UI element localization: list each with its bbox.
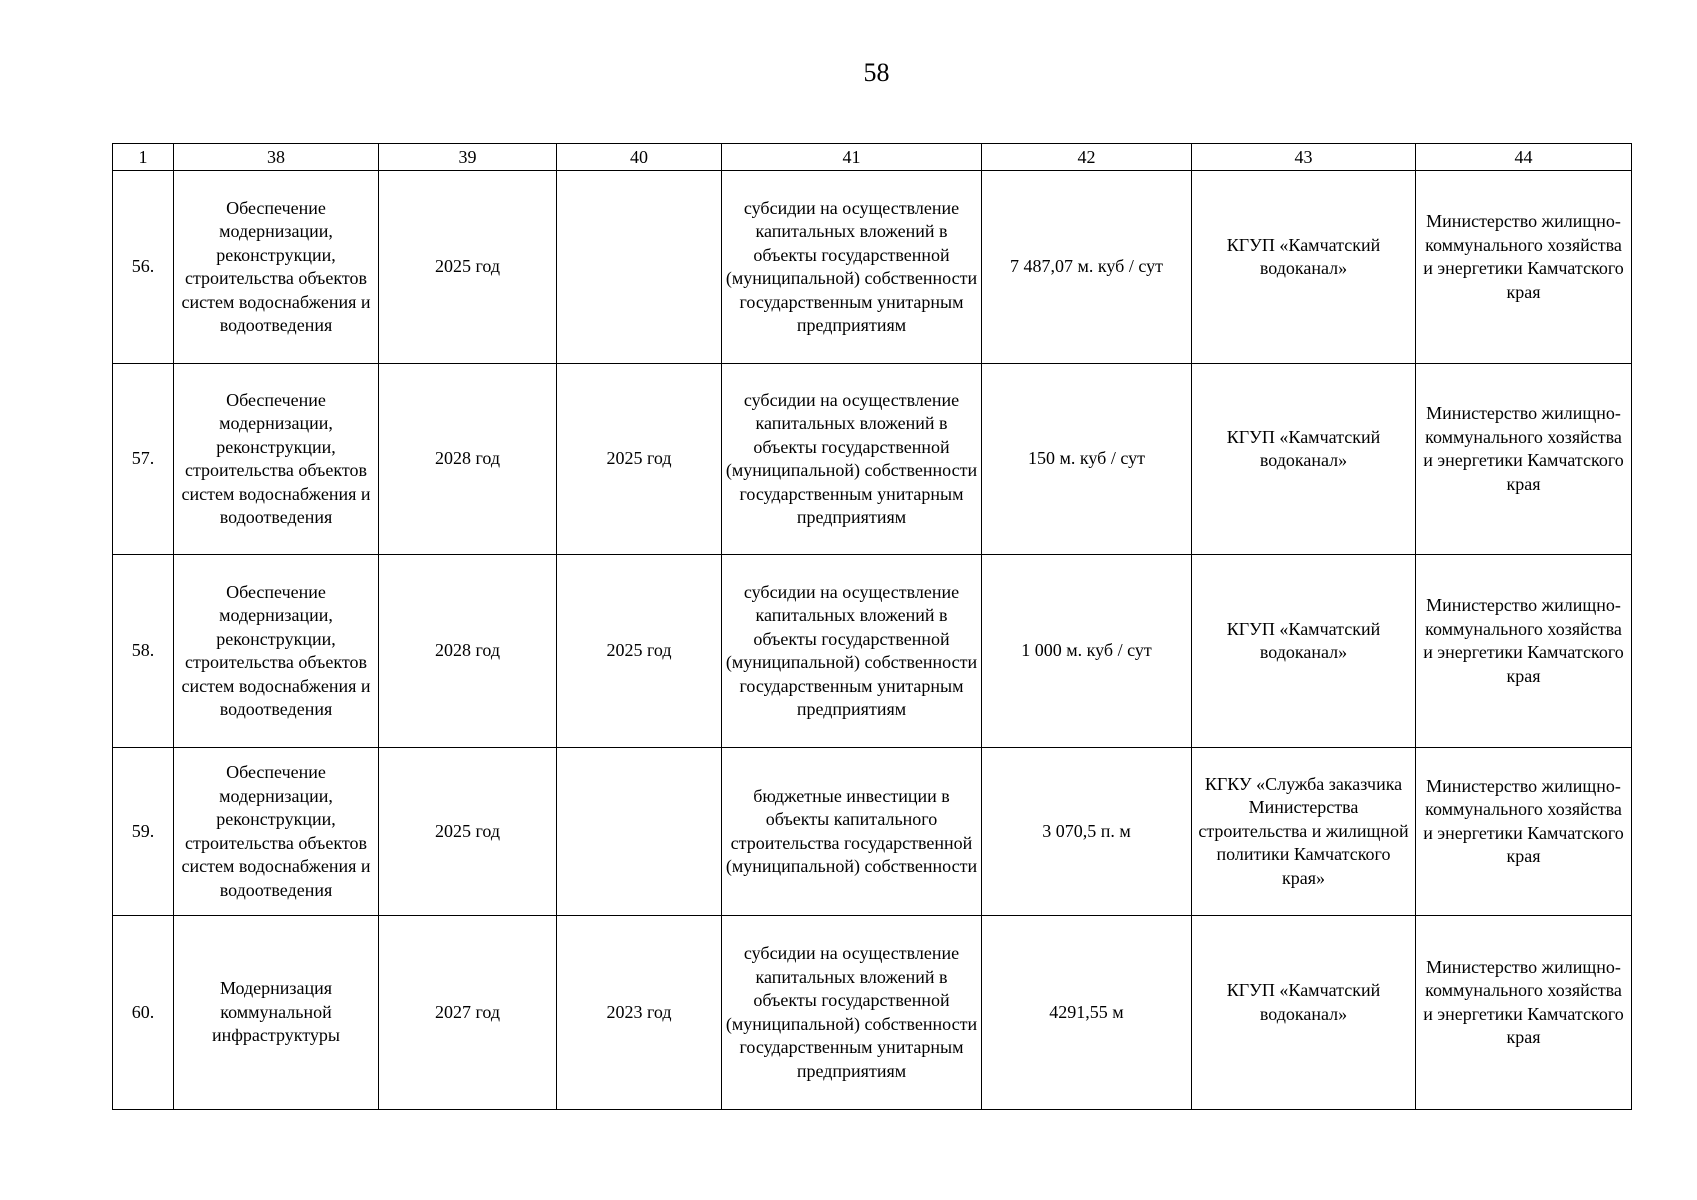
executor-text: КГУП «Камчатский водоканал» (1226, 234, 1381, 278)
ministry-text: Министерство жилищно-коммунального хозяйства и энергетики Камчатского края (1423, 956, 1624, 1047)
ministry-cell (1416, 364, 1632, 555)
object-name-cell: Модернизация коммунальной инфраструктуры (174, 916, 379, 1110)
object-name-cell: Обеспечение модернизации, реконструкции, строительства объектов систем водоснабжения и водоотведения (174, 555, 379, 748)
table-row (113, 555, 1632, 748)
table-row (113, 748, 1632, 916)
ministry-text: Министерство жилищно-коммунального хозяйства и энергетики Камчатского края (1423, 775, 1624, 866)
year-39-cell: 2028 год (379, 555, 557, 748)
column-header: 1 (113, 144, 174, 171)
row-number-cell: 57. (113, 364, 174, 555)
ministry-cell (1416, 916, 1632, 1110)
data-table (112, 143, 1632, 1110)
investment-type-cell: субсидии на осуществление капитальных вложений в объекты государственной (муниципальной) собственности государственным унитарным предприятиям (722, 364, 982, 555)
capacity-cell: 3 070,5 п. м (982, 748, 1192, 916)
ministry-cell (1416, 171, 1632, 364)
year-40-cell (557, 748, 722, 916)
investment-type-cell: бюджетные инвестиции в объекты капитального строительства государственной (муниципальной) собственности (722, 748, 982, 916)
table-row (113, 916, 1632, 1110)
investment-type-cell: субсидии на осуществление капитальных вложений в объекты государственной (муниципальной) собственности государственным унитарным предприятиям (722, 171, 982, 364)
capacity-cell: 1 000 м. куб / сут (982, 555, 1192, 748)
column-header: 40 (557, 144, 722, 171)
year-39-cell: 2028 год (379, 364, 557, 555)
page-number: 58 (863, 58, 890, 87)
table-row (113, 364, 1632, 555)
row-number-cell: 59. (113, 748, 174, 916)
column-header: 41 (722, 144, 982, 171)
object-name-cell: Обеспечение модернизации, реконструкции, строительства объектов систем водоснабжения и водоотведения (174, 364, 379, 555)
ministry-cell (1416, 748, 1632, 916)
ministry-cell (1416, 555, 1632, 748)
year-40-cell: 2023 год (557, 916, 722, 1110)
executor-cell (1192, 171, 1416, 364)
year-40-cell: 2025 год (557, 555, 722, 748)
year-40-cell: 2025 год (557, 364, 722, 555)
investment-type-cell: субсидии на осуществление капитальных вложений в объекты государственной (муниципальной) собственности государственным унитарным предприятиям (722, 916, 982, 1110)
year-40-cell (557, 171, 722, 364)
object-name-cell: Обеспечение модернизации, реконструкции, строительства объектов систем водоснабжения и водоотведения (174, 171, 379, 364)
investment-type-cell: субсидии на осуществление капитальных вложений в объекты государственной (муниципальной) собственности государственным унитарным предприятиям (722, 555, 982, 748)
row-number-cell: 58. (113, 555, 174, 748)
executor-cell (1192, 916, 1416, 1110)
column-header: 43 (1192, 144, 1416, 171)
year-39-cell: 2027 год (379, 916, 557, 1110)
table-header-row (113, 144, 1632, 171)
executor-cell: КГКУ «Служба заказчика Министерства строительства и жилищной политики Камчатского края» (1192, 748, 1416, 916)
capacity-cell: 150 м. куб / сут (982, 364, 1192, 555)
column-header: 42 (982, 144, 1192, 171)
year-39-cell: 2025 год (379, 171, 557, 364)
year-39-cell: 2025 год (379, 748, 557, 916)
ministry-text: Министерство жилищно-коммунального хозяйства и энергетики Камчатского края (1423, 595, 1624, 686)
column-header: 39 (379, 144, 557, 171)
executor-cell (1192, 555, 1416, 748)
column-header: 38 (174, 144, 379, 171)
object-name-cell: Обеспечение модернизации, реконструкции, строительства объектов систем водоснабжения и водоотведения (174, 748, 379, 916)
executor-text: КГУП «Камчатский водоканал» (1226, 426, 1381, 470)
table-row (113, 171, 1632, 364)
capacity-cell: 7 487,07 м. куб / сут (982, 171, 1192, 364)
row-number-cell: 56. (113, 171, 174, 364)
capacity-cell: 4291,55 м (982, 916, 1192, 1110)
column-header: 44 (1416, 144, 1632, 171)
executor-text: КГУП «Камчатский водоканал» (1226, 618, 1381, 662)
executor-text: КГУП «Камчатский водоканал» (1226, 980, 1381, 1024)
executor-cell (1192, 364, 1416, 555)
ministry-text: Министерство жилищно-коммунального хозяйства и энергетики Камчатского края (1423, 403, 1624, 494)
ministry-text: Министерство жилищно-коммунального хозяйства и энергетики Камчатского края (1423, 211, 1624, 302)
row-number-cell: 60. (113, 916, 174, 1110)
